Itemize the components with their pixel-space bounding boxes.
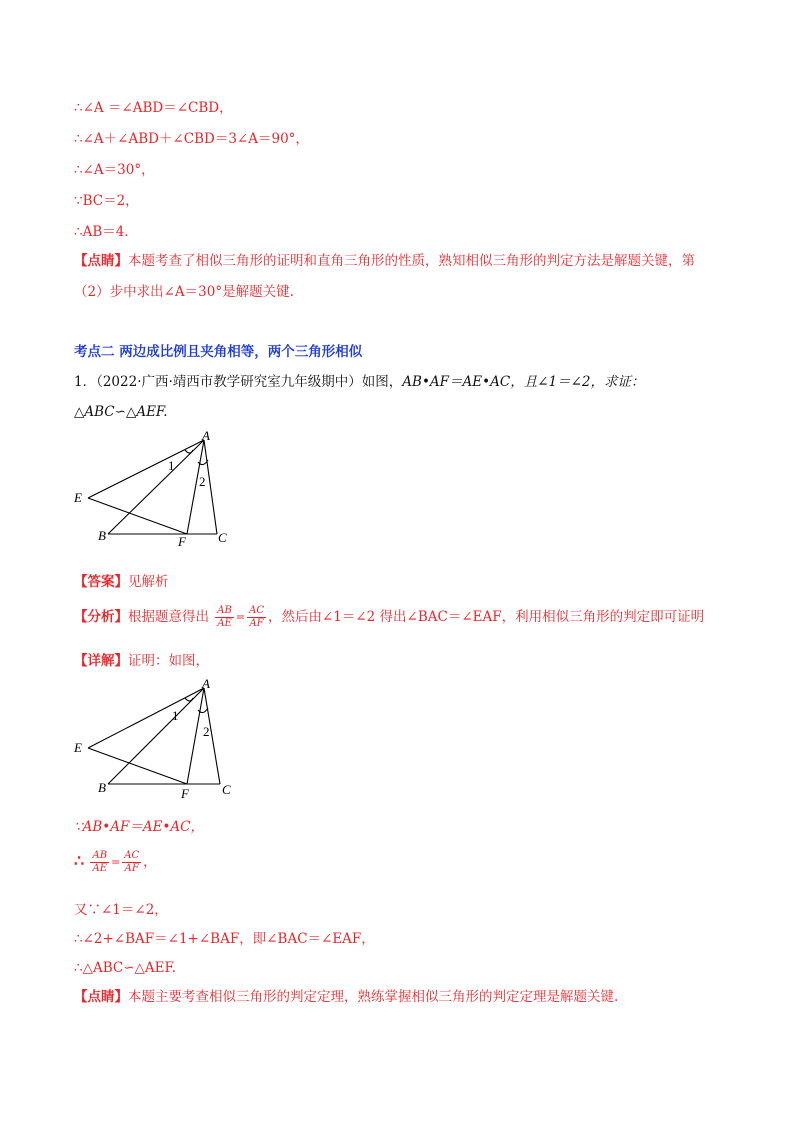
analysis-text-before: 根据题意得出 <box>128 609 209 625</box>
therefore-symbol: ∴ <box>74 851 85 870</box>
figure2-label-f: F <box>181 786 189 801</box>
detail-step-1: ∵AB•AF＝AE•AC， <box>74 819 204 835</box>
figure2-label-c: C <box>222 782 231 797</box>
problem-conclusion: △ABC∽△AEF. <box>74 404 168 420</box>
solution-line-1: ∴∠A ＝∠ABD＝∠CBD， <box>74 100 233 116</box>
figure1-angle-2: 2 <box>199 474 206 489</box>
fraction-ab-ae: $\frac{AB}{AE}$ <box>217 605 232 629</box>
comment-line-1 <box>74 252 695 270</box>
figure1-label-a: A <box>202 428 210 443</box>
figure1-label-f: F <box>178 534 186 549</box>
figure1-label-b: B <box>98 528 106 543</box>
figure2-angle-2: 2 <box>203 724 210 739</box>
detail-equals-sign: = <box>111 855 121 869</box>
triangle-figure-1 <box>70 428 240 553</box>
detail-step-2-suffix: ， <box>143 854 157 870</box>
problem-source: （2022·广西·靖西市教学研究室九年级期中）如图， <box>96 374 403 390</box>
detail-step-2 <box>74 846 157 878</box>
detail-text: 证明：如图， <box>128 653 209 669</box>
analysis-line <box>74 602 704 633</box>
comment-tag: 【点睛】 <box>74 253 128 269</box>
detail-fraction-ab-ae: $\frac{AB}{AE}$ <box>92 850 108 874</box>
detail-tag: 【详解】 <box>74 653 128 669</box>
figure2-angle-1: 1 <box>172 708 179 723</box>
solution-line-2: ∴∠A＋∠ABD＋∠CBD＝3∠A＝90°， <box>74 131 309 147</box>
figure1-angle-1: 1 <box>168 458 175 473</box>
problem-condition: AB•AF＝AE•AC，且∠1＝∠2，求证： <box>402 374 645 390</box>
analysis-text-after: ，然后由∠1＝∠2 得出∠BAC＝∠EAF，利用相似三角形的判定即可证明 <box>267 609 705 625</box>
figure2-label-a: A <box>202 676 210 691</box>
solution-line-5: ∴AB＝4． <box>74 224 138 240</box>
triangle-figure-2 <box>70 676 240 801</box>
comment-line-2: （2）步中求出∠A＝30°是解题关键. <box>74 284 294 300</box>
detail-step-3: 又∵∠1＝∠2， <box>74 902 168 918</box>
fraction-ac-af: $\frac{AC}{AF}$ <box>249 605 264 629</box>
answer-tag: 【答案】 <box>74 574 128 590</box>
detail-step-4: ∴∠2+∠BAF＝∠1+∠BAF，即∠BAC＝∠EAF， <box>74 931 375 947</box>
equals-sign: = <box>235 610 246 624</box>
figure1-label-c: C <box>218 530 227 545</box>
detail-fraction-ac-af: $\frac{AC}{AF}$ <box>124 850 140 874</box>
answer-text: 见解析 <box>128 574 169 590</box>
solution-line-3: ∴∠A＝30°， <box>74 162 155 178</box>
problem-statement <box>74 373 645 391</box>
comment-text-1: 本题考查了相似三角形的证明和直角三角形的性质，熟知相似三角形的判定方法是解题关键，第 <box>128 253 695 269</box>
detail-comment <box>74 988 618 1006</box>
analysis-tag: 【分析】 <box>74 609 128 625</box>
section-heading: 考点二 两边成比例且夹角相等，两个三角形相似 <box>74 344 363 360</box>
detail-step-5: ∴△ABC∽△AEF. <box>74 960 177 976</box>
figure1-label-e: E <box>74 490 82 505</box>
figure2-label-e: E <box>74 740 82 755</box>
detail-line <box>74 652 209 670</box>
problem-number: 1． <box>74 374 97 390</box>
answer-line <box>74 573 169 591</box>
detail-comment-tag: 【点睛】 <box>74 989 128 1005</box>
solution-line-4: ∵BC＝2， <box>74 193 139 209</box>
figure2-label-b: B <box>98 780 106 795</box>
detail-comment-text: 本题主要考查相似三角形的判定定理，熟练掌握相似三角形的判定定理是解题关键. <box>128 989 619 1005</box>
